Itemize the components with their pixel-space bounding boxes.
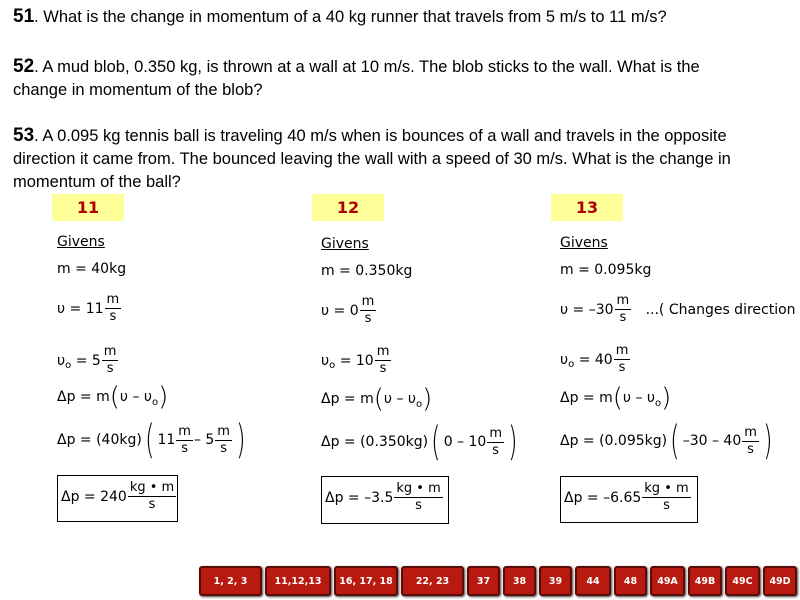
nav-button-49a[interactable]: 49A (650, 566, 685, 596)
givens-heading: Givens (321, 236, 369, 252)
nav-button-22-23[interactable]: 22, 23 (401, 566, 464, 596)
nav-button-37[interactable]: 37 (467, 566, 500, 596)
nav-button-16-17-18[interactable]: 16, 17, 18 (334, 566, 398, 596)
givens-heading: Givens (57, 234, 105, 250)
question-53 (13, 124, 731, 194)
solution-label-13: 13 (551, 194, 623, 221)
question-number: 52 (13, 56, 35, 77)
solution-column-12 (321, 232, 551, 532)
mass-given: m = 40kg (57, 261, 127, 277)
answer: Δp = 240 $\frac{kg • m}{s}$ (61, 480, 175, 512)
nav-button-49c[interactable]: 49C (725, 566, 760, 596)
nav-button-39[interactable]: 39 (539, 566, 572, 596)
unit-fraction: $\frac{m}{s}$ (106, 292, 120, 324)
question-text: change in momentum of the blob? (13, 81, 263, 99)
question-text: . A mud blob, 0.350 kg, is thrown at a wall at 10 m/s. The blob sticks to the wall. What is the (34, 58, 700, 76)
nav-button-48[interactable]: 48 (614, 566, 647, 596)
question-text: . A 0.095 kg tennis ball is traveling 40 m/s when is bounces of a wall and travels in the opposite (34, 127, 727, 145)
final-velocity: υ = 11 $\frac{m}{s}$ (57, 292, 120, 324)
momentum-formula: Δp = m ( υ – υ o ) (321, 384, 433, 414)
question-52 (13, 55, 700, 102)
momentum-substitution: Δp = (0.095kg) ( –30 – 40 $\frac{m}{s}$ ) (560, 418, 773, 464)
solution-column-13 (560, 231, 800, 531)
question-51 (13, 5, 667, 29)
givens-heading: Givens (560, 235, 608, 251)
question-number: 53 (13, 125, 35, 146)
mass-given: m = 0.350kg (321, 263, 413, 279)
direction-note: ...( Changes direction (645, 301, 796, 318)
solution-column-11 (57, 230, 287, 530)
momentum-formula: Δp = m ( υ – υ o ) (57, 382, 169, 412)
solution-label-11: 11 (52, 194, 124, 221)
momentum-substitution: Δp = (40kg) ( 11 $\frac{m}{s}$ – 5 $\frac{m}{s}$ ) (57, 417, 246, 463)
momentum-formula: Δp = m ( υ – υ o ) (560, 383, 672, 413)
question-number: 51 (13, 6, 35, 27)
question-text: . What is the change in momentum of a 40 kg runner that travels from 5 m/s to 11 m/s? (34, 8, 667, 26)
answer: Δp = –3.5 $\frac{kg • m}{s}$ (325, 481, 441, 513)
question-text: direction it came from. The bounced leaving the wall with a speed of 30 m/s. What is the change in (13, 150, 731, 168)
nav-button-38[interactable]: 38 (503, 566, 536, 596)
final-velocity: υ = 0 $\frac{m}{s}$ (321, 294, 375, 326)
answer: Δp = –6.65 $\frac{kg • m}{s}$ (564, 481, 689, 513)
nav-button-49d[interactable]: 49D (763, 566, 797, 596)
initial-velocity: υ o = 40 $\frac{m}{s}$ (560, 343, 629, 375)
initial-velocity: υ o = 5 $\frac{m}{s}$ (57, 344, 117, 376)
nav-button-1-2-3[interactable]: 1, 2, 3 (199, 566, 262, 596)
solution-label-12: 12 (312, 194, 384, 221)
mass-given: m = 0.095kg (560, 262, 652, 278)
initial-velocity: υ o = 10 $\frac{m}{s}$ (321, 344, 390, 376)
nav-button-49b[interactable]: 49B (688, 566, 722, 596)
final-velocity: υ = –30 $\frac{m}{s}$ ...( Changes direction (560, 293, 796, 325)
nav-button-44[interactable]: 44 (575, 566, 611, 596)
nav-button-11-12-13[interactable]: 11,12,13 (265, 566, 331, 596)
momentum-substitution: Δp = (0.350kg) ( 0 – 10 $\frac{m}{s}$ ) (321, 419, 518, 465)
question-text: momentum of the ball? (13, 173, 181, 191)
